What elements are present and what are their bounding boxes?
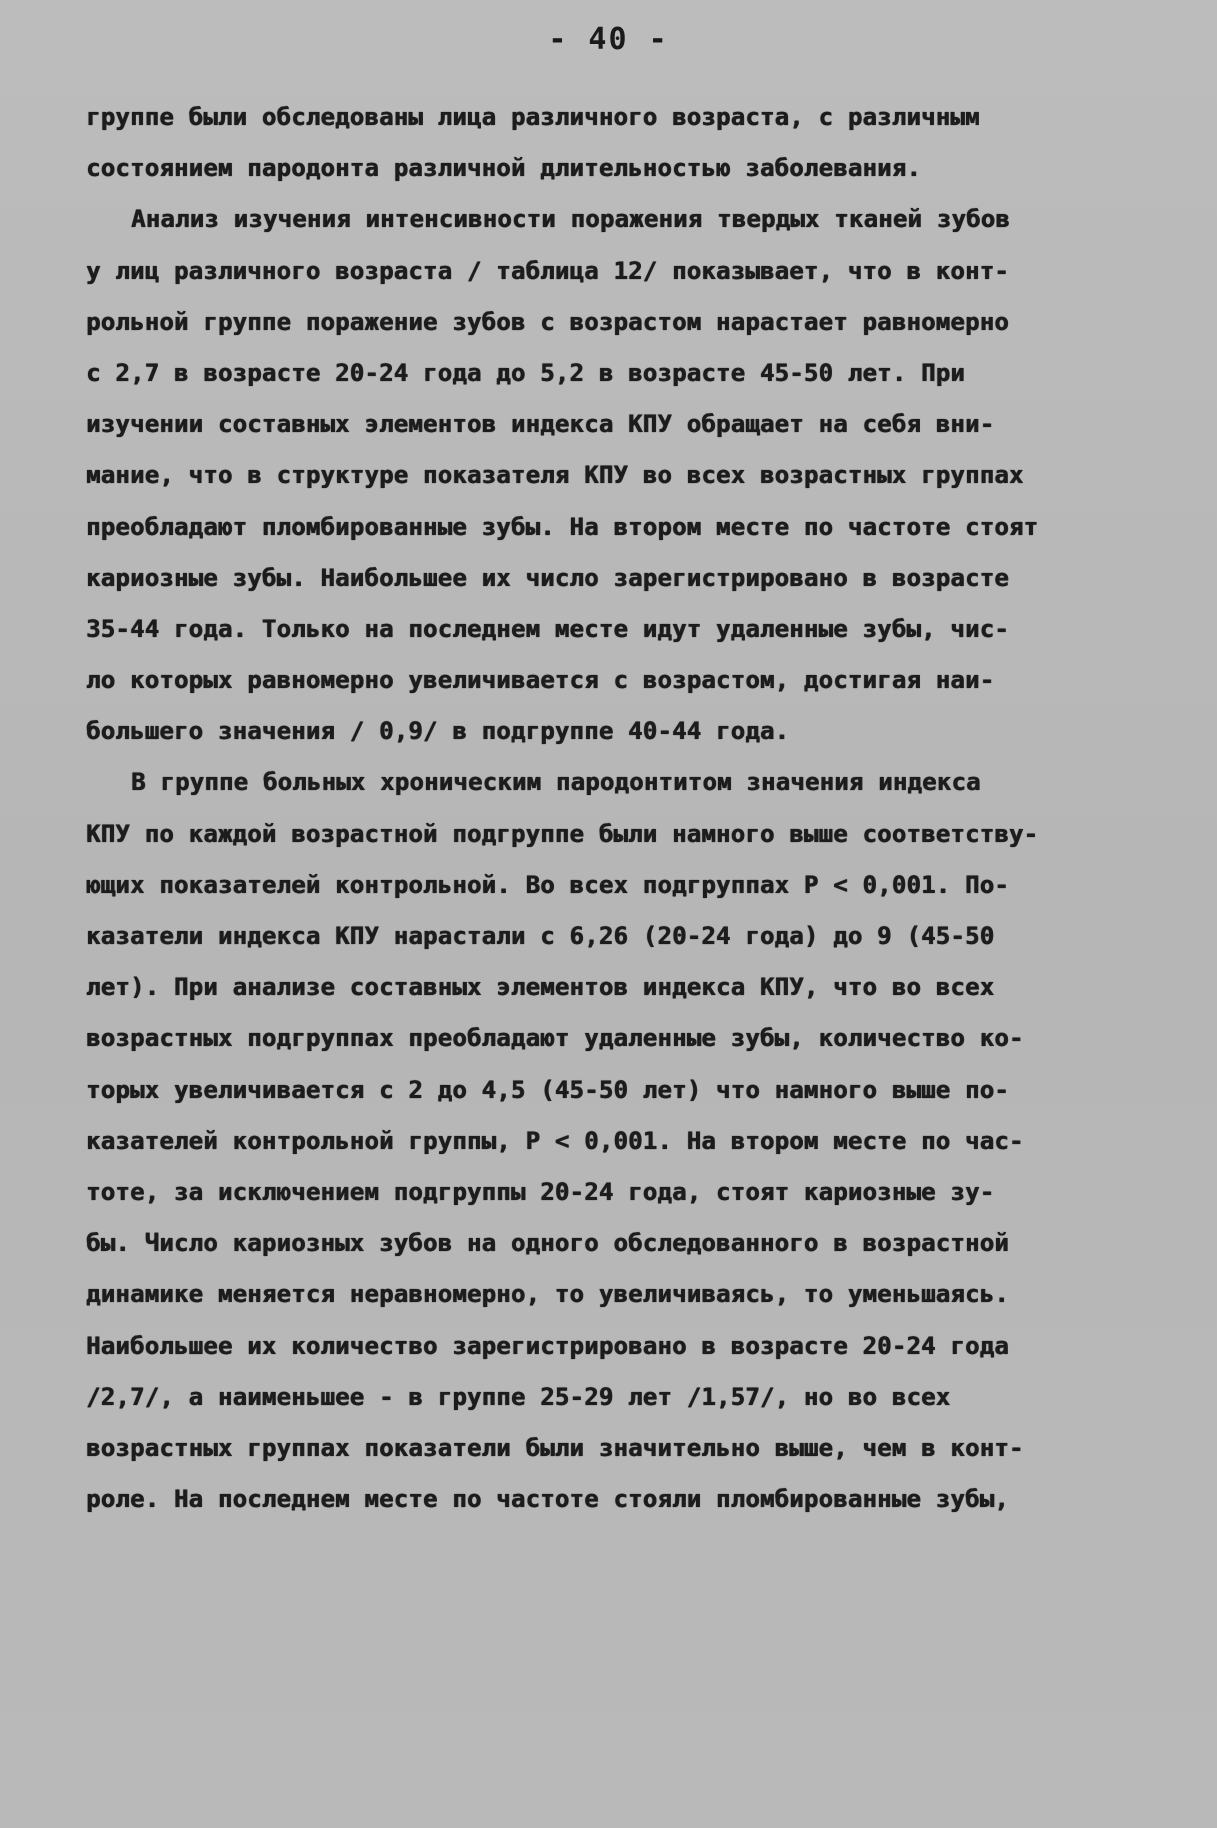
page-number: - 40 - (548, 22, 669, 57)
text-line: с 2,7 в возрасте 20-24 года до 5,2 в возрасте 45-50 лет. При (86, 358, 965, 387)
text-line: /2,7/, а наименьшее - в группе 25-29 лет /1,57/, но во всех (86, 1382, 951, 1411)
text-line: тоте, за исключением подгруппы 20-24 года, стоят кариозные зу- (86, 1177, 995, 1206)
text-line: большего значения / 0,9/ в подгруппе 40-44 года. (86, 717, 790, 746)
text-line: динамике меняется неравномерно, то увеличиваясь, то уменьшаясь. (86, 1280, 1009, 1309)
text-line: роле. На последнем месте по частоте стояли пломбированные зубы, (86, 1485, 1009, 1514)
text-line: у лиц различного возраста / таблица 12/ показывает, что в конт- (86, 256, 1009, 285)
text-line: торых увеличивается с 2 до 4,5 (45-50 лет) что намного выше по- (86, 1075, 1009, 1104)
text-line: группе были обследованы лица различного возраста, с различным (86, 103, 980, 131)
text-line: казателей контрольной группы, Р < 0,001. На втором месте по час- (86, 1126, 1024, 1155)
text-line: изучении составных элементов индекса КПУ обращает на себя вни- (86, 410, 995, 439)
text-line: Анализ изучения интенсивности поражения твердых тканей зубов (131, 205, 1010, 234)
text-line: В группе больных хроническим пародонтитом значения индекса (131, 768, 981, 797)
text-line: кариозные зубы. Наибольшее их число зарегистрировано в возрасте (86, 563, 1009, 592)
text-line: возрастных группах показатели были значительно выше, чем в конт- (86, 1433, 1024, 1462)
text-line: КПУ по каждой возрастной подгруппе были намного выше соответству- (86, 819, 1039, 848)
text-line: 35-44 года. Только на последнем месте идут удаленные зубы, чис- (86, 614, 1009, 643)
text-line: рольной группе поражение зубов с возрастом нарастает равномерно (86, 307, 1009, 336)
text-line: лет). При анализе составных элементов индекса КПУ, что во всех (86, 973, 995, 1002)
text-line: состоянием пародонта различной длительностью заболевания. (86, 154, 922, 183)
text-line: Наибольшее их количество зарегистрировано в возрасте 20-24 года (86, 1331, 1009, 1360)
text-line: мание, что в структуре показателя КПУ во всех возрастных группах (86, 461, 1024, 490)
text-line: возрастных подгруппах преобладают удаленные зубы, количество ко- (86, 1024, 1024, 1053)
text-line: ло которых равномерно увеличивается с возрастом, достигая наи- (86, 666, 995, 695)
text-line: казатели индекса КПУ нарастали с 6,26 (20-24 года) до 9 (45-50 (86, 922, 995, 950)
body-text (86, 92, 1131, 1525)
text-line: бы. Число кариозных зубов на одного обследованного в возрастной (86, 1229, 1009, 1258)
text-line: преобладают пломбированные зубы. На втором месте по частоте стоят (86, 512, 1039, 541)
text-line: ющих показателей контрольной. Во всех подгруппах Р < 0,001. По- (86, 870, 1009, 899)
